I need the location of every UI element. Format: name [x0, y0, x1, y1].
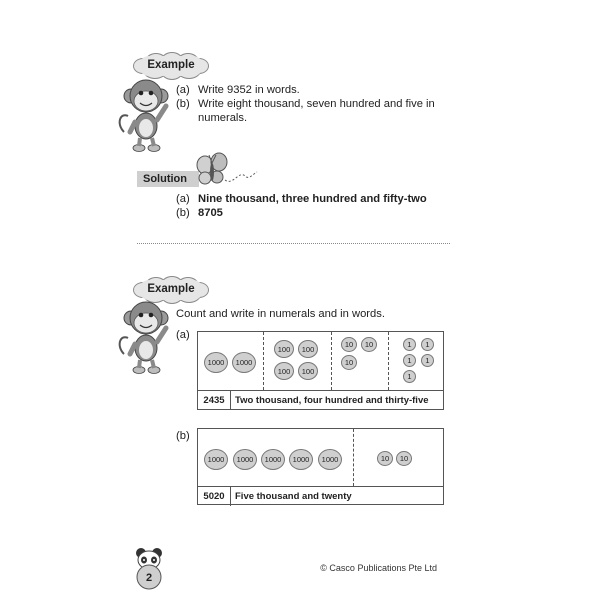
- coin-1: 1: [421, 354, 434, 367]
- coin-100: 100: [274, 340, 294, 358]
- answer-text: 8705: [198, 207, 223, 219]
- coin-1: 1: [421, 338, 434, 351]
- coin-1000: 1000: [318, 449, 342, 470]
- coin-1000: 1000: [261, 449, 285, 470]
- question-tag: (b): [176, 98, 190, 110]
- page-number: 2: [145, 572, 153, 584]
- coin-1000: 1000: [233, 449, 257, 470]
- instruction-text: Count and write in numerals and in words.: [176, 308, 385, 320]
- section-divider: [137, 243, 450, 244]
- coin-10: 10: [341, 355, 357, 370]
- question-tag: (a): [176, 84, 190, 96]
- part-a-tag: (a): [176, 329, 190, 341]
- coin-10: 10: [361, 337, 377, 352]
- answer-tag: (a): [176, 193, 190, 205]
- coin-100: 100: [274, 362, 294, 380]
- place-value-table-b: [197, 428, 444, 505]
- monkey-mascot-icon: [118, 76, 174, 154]
- answer-words: Two thousand, four hundred and thirty-five: [235, 395, 429, 406]
- example-label: Example: [147, 283, 195, 295]
- column-divider: [331, 332, 332, 390]
- answer-words: Five thousand and twenty: [235, 491, 352, 502]
- answer-tag: (b): [176, 207, 190, 219]
- answer-numeral: 2435: [203, 395, 225, 406]
- coin-100: 100: [298, 362, 318, 380]
- coin-1000: 1000: [289, 449, 313, 470]
- solution-label: Solution: [143, 173, 187, 185]
- answer-numeral: 5020: [203, 491, 225, 502]
- part-b-tag: (b): [176, 430, 190, 442]
- coin-10: 10: [396, 451, 412, 466]
- answer-cell-divider: [230, 390, 231, 410]
- question-text: Write eight thousand, seven hundred and five in: [198, 98, 435, 110]
- panda-page-badge-icon: [131, 546, 167, 590]
- monkey-mascot-icon: [118, 298, 174, 376]
- coin-100: 100: [298, 340, 318, 358]
- coin-1000: 1000: [232, 352, 256, 373]
- copyright-footer: © Casco Publications Pte Ltd: [320, 563, 437, 573]
- answer-text: Nine thousand, three hundred and fifty-two: [198, 193, 427, 205]
- coin-1: 1: [403, 338, 416, 351]
- question-text: numerals.: [198, 112, 248, 124]
- coin-10: 10: [377, 451, 393, 466]
- answer-row-divider: [198, 486, 443, 487]
- place-value-table-a: [197, 331, 444, 410]
- coin-1000: 1000: [204, 449, 228, 470]
- answer-cell-divider: [230, 486, 231, 506]
- coin-10: 10: [341, 337, 357, 352]
- answer-row-divider: [198, 390, 443, 391]
- coin-1000: 1000: [204, 352, 228, 373]
- example-label: Example: [147, 59, 195, 71]
- butterfly-icon: [193, 152, 259, 188]
- coin-1: 1: [403, 354, 416, 367]
- question-text: Write 9352 in words.: [198, 84, 300, 96]
- coin-1: 1: [403, 370, 416, 383]
- column-divider: [388, 332, 389, 390]
- column-divider: [353, 429, 354, 486]
- column-divider: [263, 332, 264, 390]
